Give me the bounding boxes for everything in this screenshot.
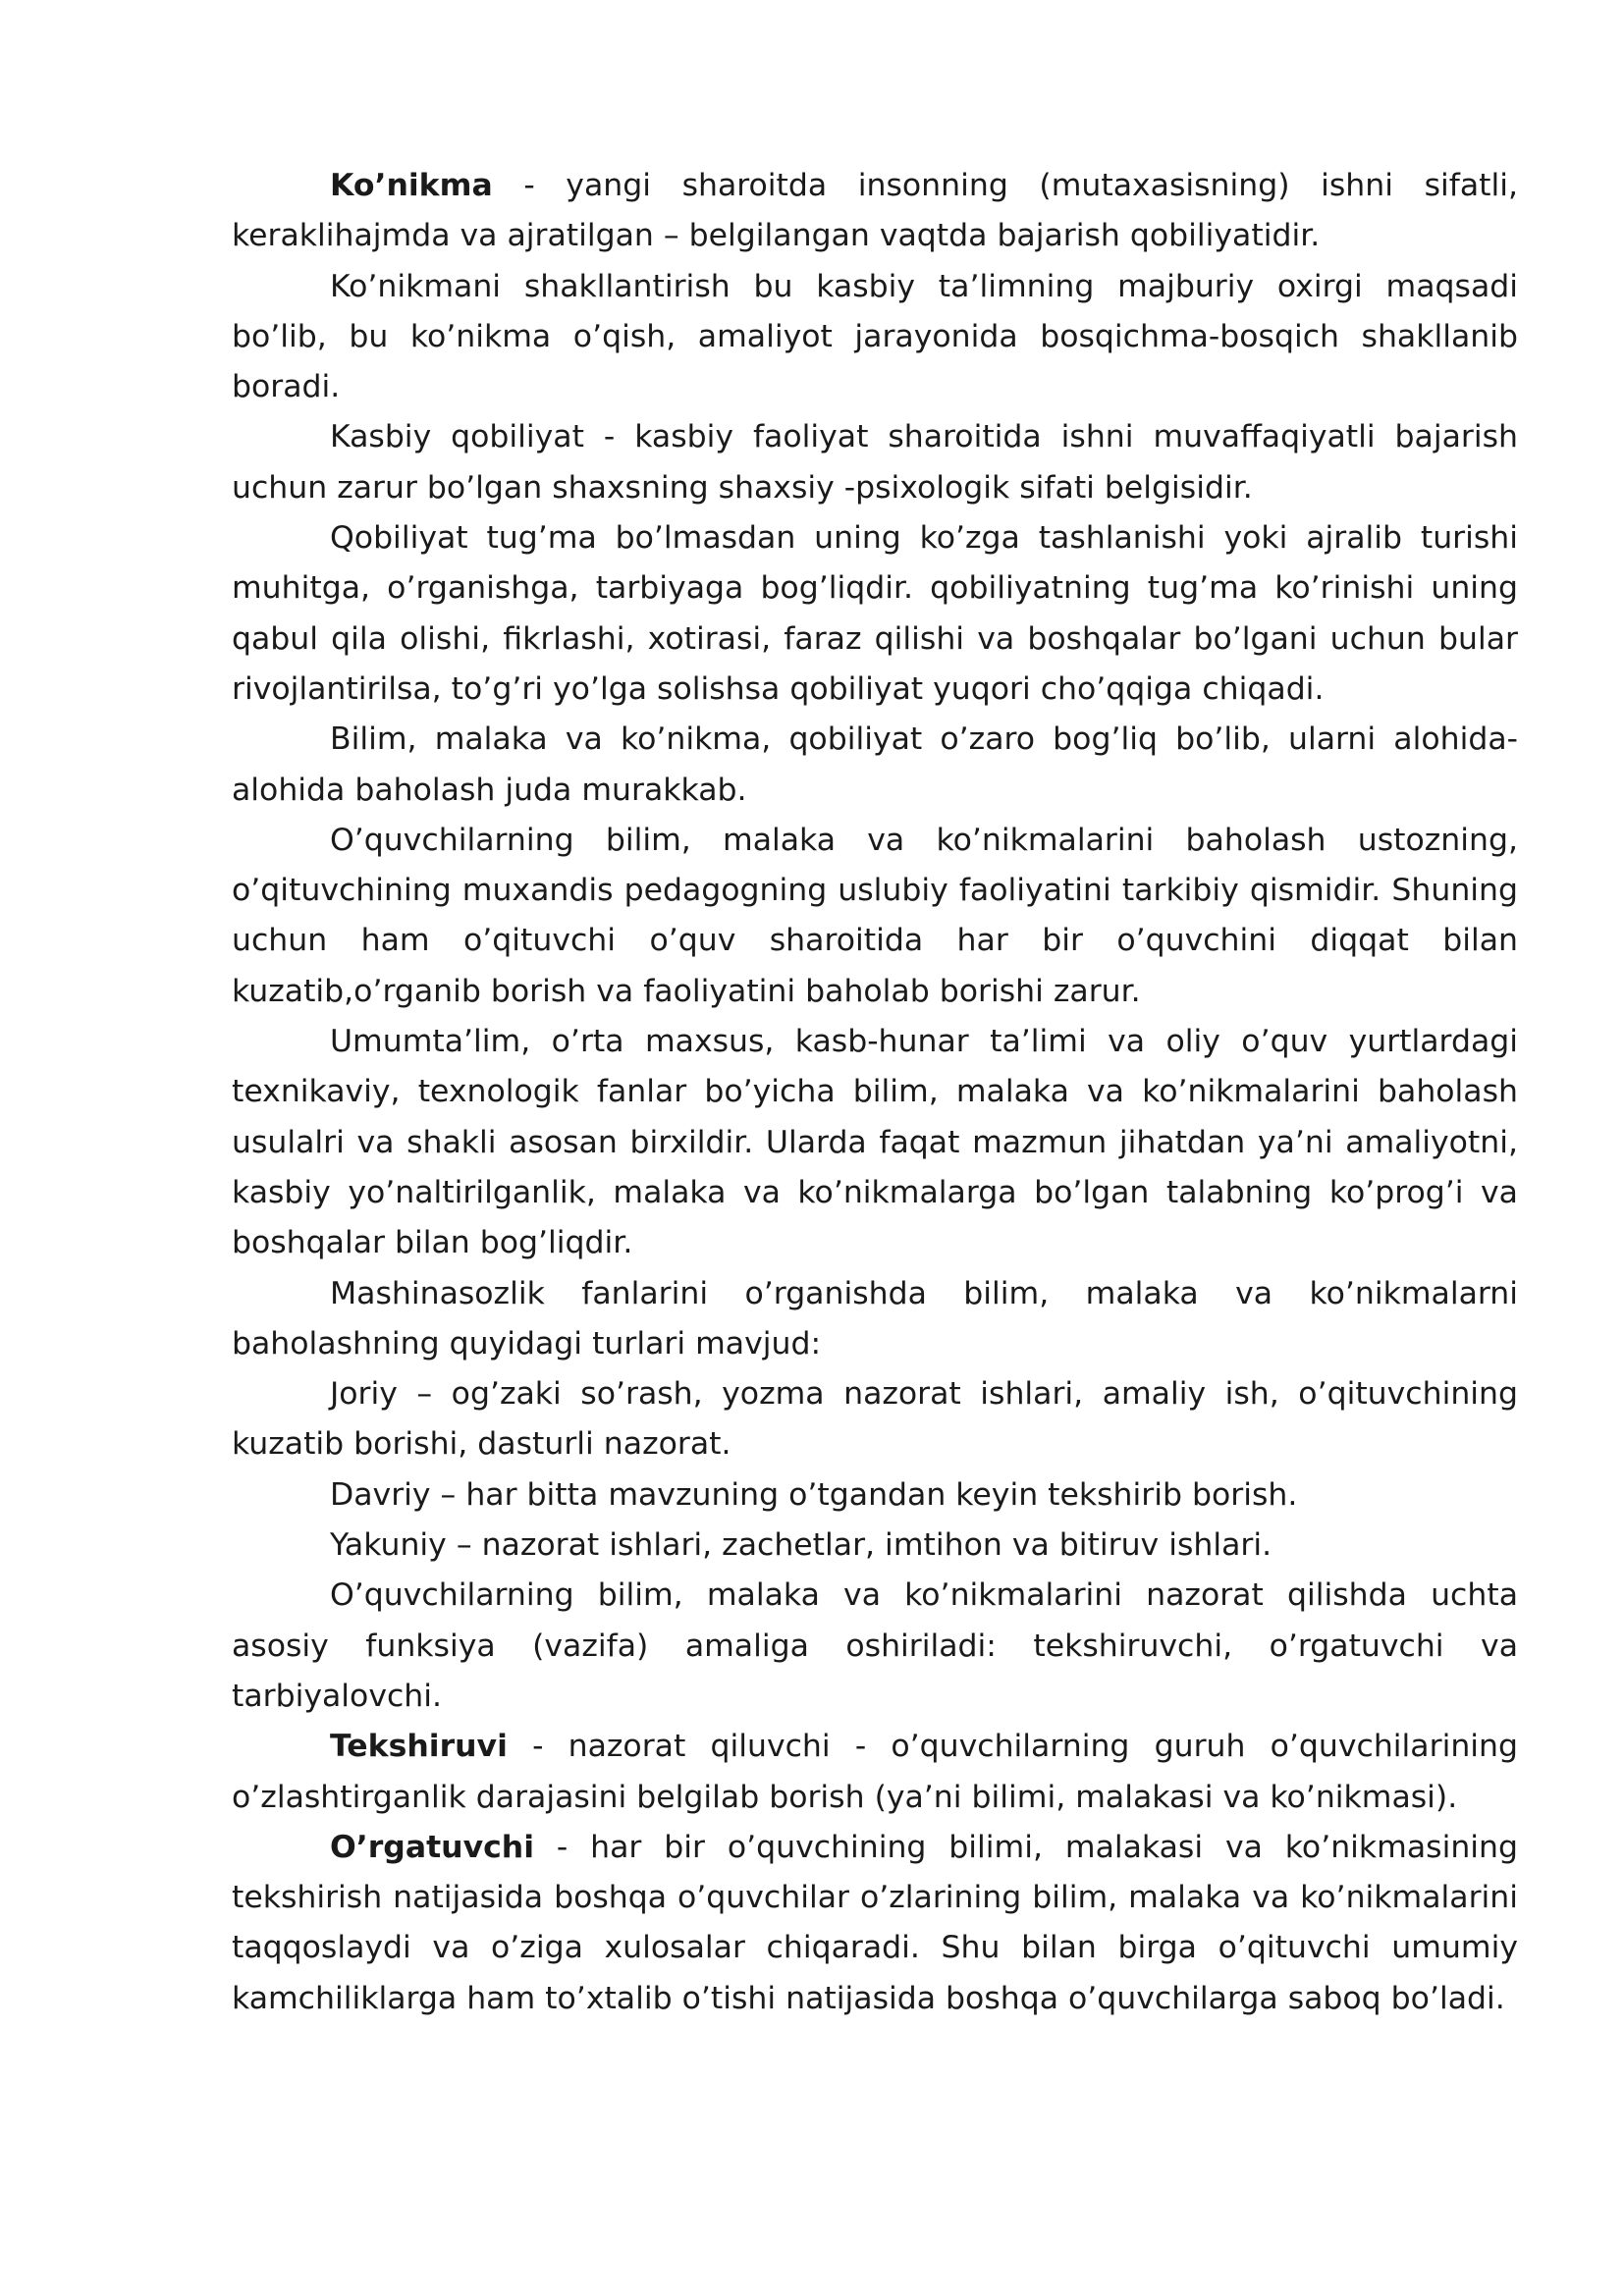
paragraph-text: Mashinasozlik fanlarini o’rganishda bilim, malaka va ko’nikmalarni baholashning quyidagi turlari mavjud: [232, 1275, 1518, 1362]
paragraph-text: Bilim, malaka va ko’nikma, qobiliyat o’zaro bog’liq bo’lib, ularni alohida-alohida baholash juda murakkab. [232, 721, 1518, 808]
paragraph-orgatuvchi [232, 1823, 1518, 2024]
paragraph-mashinasozlik [232, 1269, 1518, 1370]
paragraph-text: Kasbiy qobiliyat - kasbiy faoliyat sharoitida ishni muvaffaqiyatli bajarish uchun zarur bo’lgan shaxsning shaxsiy -psixologik sifati belgisidir. [232, 419, 1518, 506]
paragraph-kasbiy-qobiliyat [232, 412, 1518, 513]
paragraph-text: Qobiliyat tug’ma bo’lmasdan uning ko’zga tashlanishi yoki ajralib turishi muhitga, o’rganishga, tarbiyaga bog’liqdir. qobiliyatning tug’ma ko’rinishi uning qabul qila olishi, fikrlashi, xotirasi, faraz qilishi va boshqalar bo’lgani uchun bular rivojlantirilsa, to’g’ri yo’lga solishsa qobiliyat yuqori cho’qqiga chiqadi. [232, 520, 1518, 707]
paragraph-konikma-definition [232, 161, 1518, 262]
term-konikma: Ko’nikma [330, 168, 493, 203]
paragraph-text: - nazorat qiluvchi - o’quvchilarning guruh o’quvchilarining o’zlashtirganlik darajasini belgilab borish (ya’ni bilimi, malakasi va ko’nikmasi). [232, 1729, 1518, 1815]
document-page [232, 161, 1518, 2024]
paragraph-joriy [232, 1369, 1518, 1470]
paragraph-qobiliyat [232, 513, 1518, 715]
paragraph-bilim-malaka [232, 715, 1518, 816]
paragraph-text: Yakuniy – nazorat ishlari, zachetlar, imtihon va bitiruv ishlari. [330, 1527, 1272, 1564]
paragraph-text: Umumta’lim, o’rta maxsus, kasb-hunar ta’limi va oliy o’quv yurtlardagi texnikaviy, texnologik fanlar bo’yicha bilim, malaka va ko’nikmalarini baholash usulalri va shakli asosan birxildir. Ularda faqat mazmun jihatdan ya’ni amaliyotni, kasbiy yo’naltirilganlik, malaka va ko’nikmalarga bo’lgan talabning ko’prog’i va boshqalar bilan bog’liqdir. [232, 1024, 1518, 1261]
paragraph-yakuniy [232, 1521, 1518, 1571]
paragraph-davriy [232, 1470, 1518, 1521]
paragraph-text: O’quvchilarning bilim, malaka va ko’nikmalarini nazorat qilishda uchta asosiy funksiya (vazifa) amaliga oshiriladi: tekshiruvchi, o’rgatuvchi va tarbiyalovchi. [232, 1577, 1518, 1714]
paragraph-text: Ko’nikmani shakllantirish bu kasbiy ta’limning majburiy oxirgi maqsadi bo’lib, bu ko’nikma o’qish, amaliyot jarayonida bosqichma-bosqich shakllanib boradi. [232, 268, 1518, 405]
paragraph-baholash [232, 816, 1518, 1017]
paragraph-text: - yangi sharoitda insonning (mutaxasisning) ishni sifatli, keraklihajmda va ajratilgan – belgilangan vaqtda bajarish qobiliyatidir. [232, 168, 1518, 254]
paragraph-funksiya [232, 1571, 1518, 1722]
term-tekshiruvi: Tekshiruvi [330, 1729, 508, 1765]
paragraph-konikma-shakllantirish [232, 262, 1518, 413]
paragraph-text: Davriy – har bitta mavzuning o’tgandan keyin tekshirib borish. [330, 1476, 1298, 1513]
paragraph-text: Joriy – og’zaki so’rash, yozma nazorat ishlari, amaliy ish, o’qituvchining kuzatib borishi, dasturli nazorat. [232, 1376, 1518, 1463]
paragraph-text: - har bir o’quvchining bilimi, malakasi va ko’nikmasining tekshirish natijasida boshqa o’quvchilar o’zlarining bilim, malaka va ko’nikmalarini taqqoslaydi va o’ziga xulosalar chiqaradi. Shu bilan birga o’qituvchi umumiy kamchiliklarga ham to’xtalib o’tishi natijasida boshqa o’quvchilarga saboq bo’ladi. [232, 1829, 1518, 2016]
paragraph-umumtalim [232, 1017, 1518, 1268]
paragraph-text: O’quvchilarning bilim, malaka va ko’nikmalarini baholash ustozning, o’qituvchining muxandis pedagogning uslubiy faoliyatini tarkibiy qismidir. Shuning uchun ham o’qituvchi o’quv sharoitida har bir o’quvchini diqqat bilan kuzatib,o’rganib borish va faoliyatini baholab borishi zarur. [232, 822, 1518, 1009]
term-orgatuvchi: O’rgatuvchi [330, 1829, 534, 1865]
paragraph-tekshiruvi [232, 1722, 1518, 1823]
